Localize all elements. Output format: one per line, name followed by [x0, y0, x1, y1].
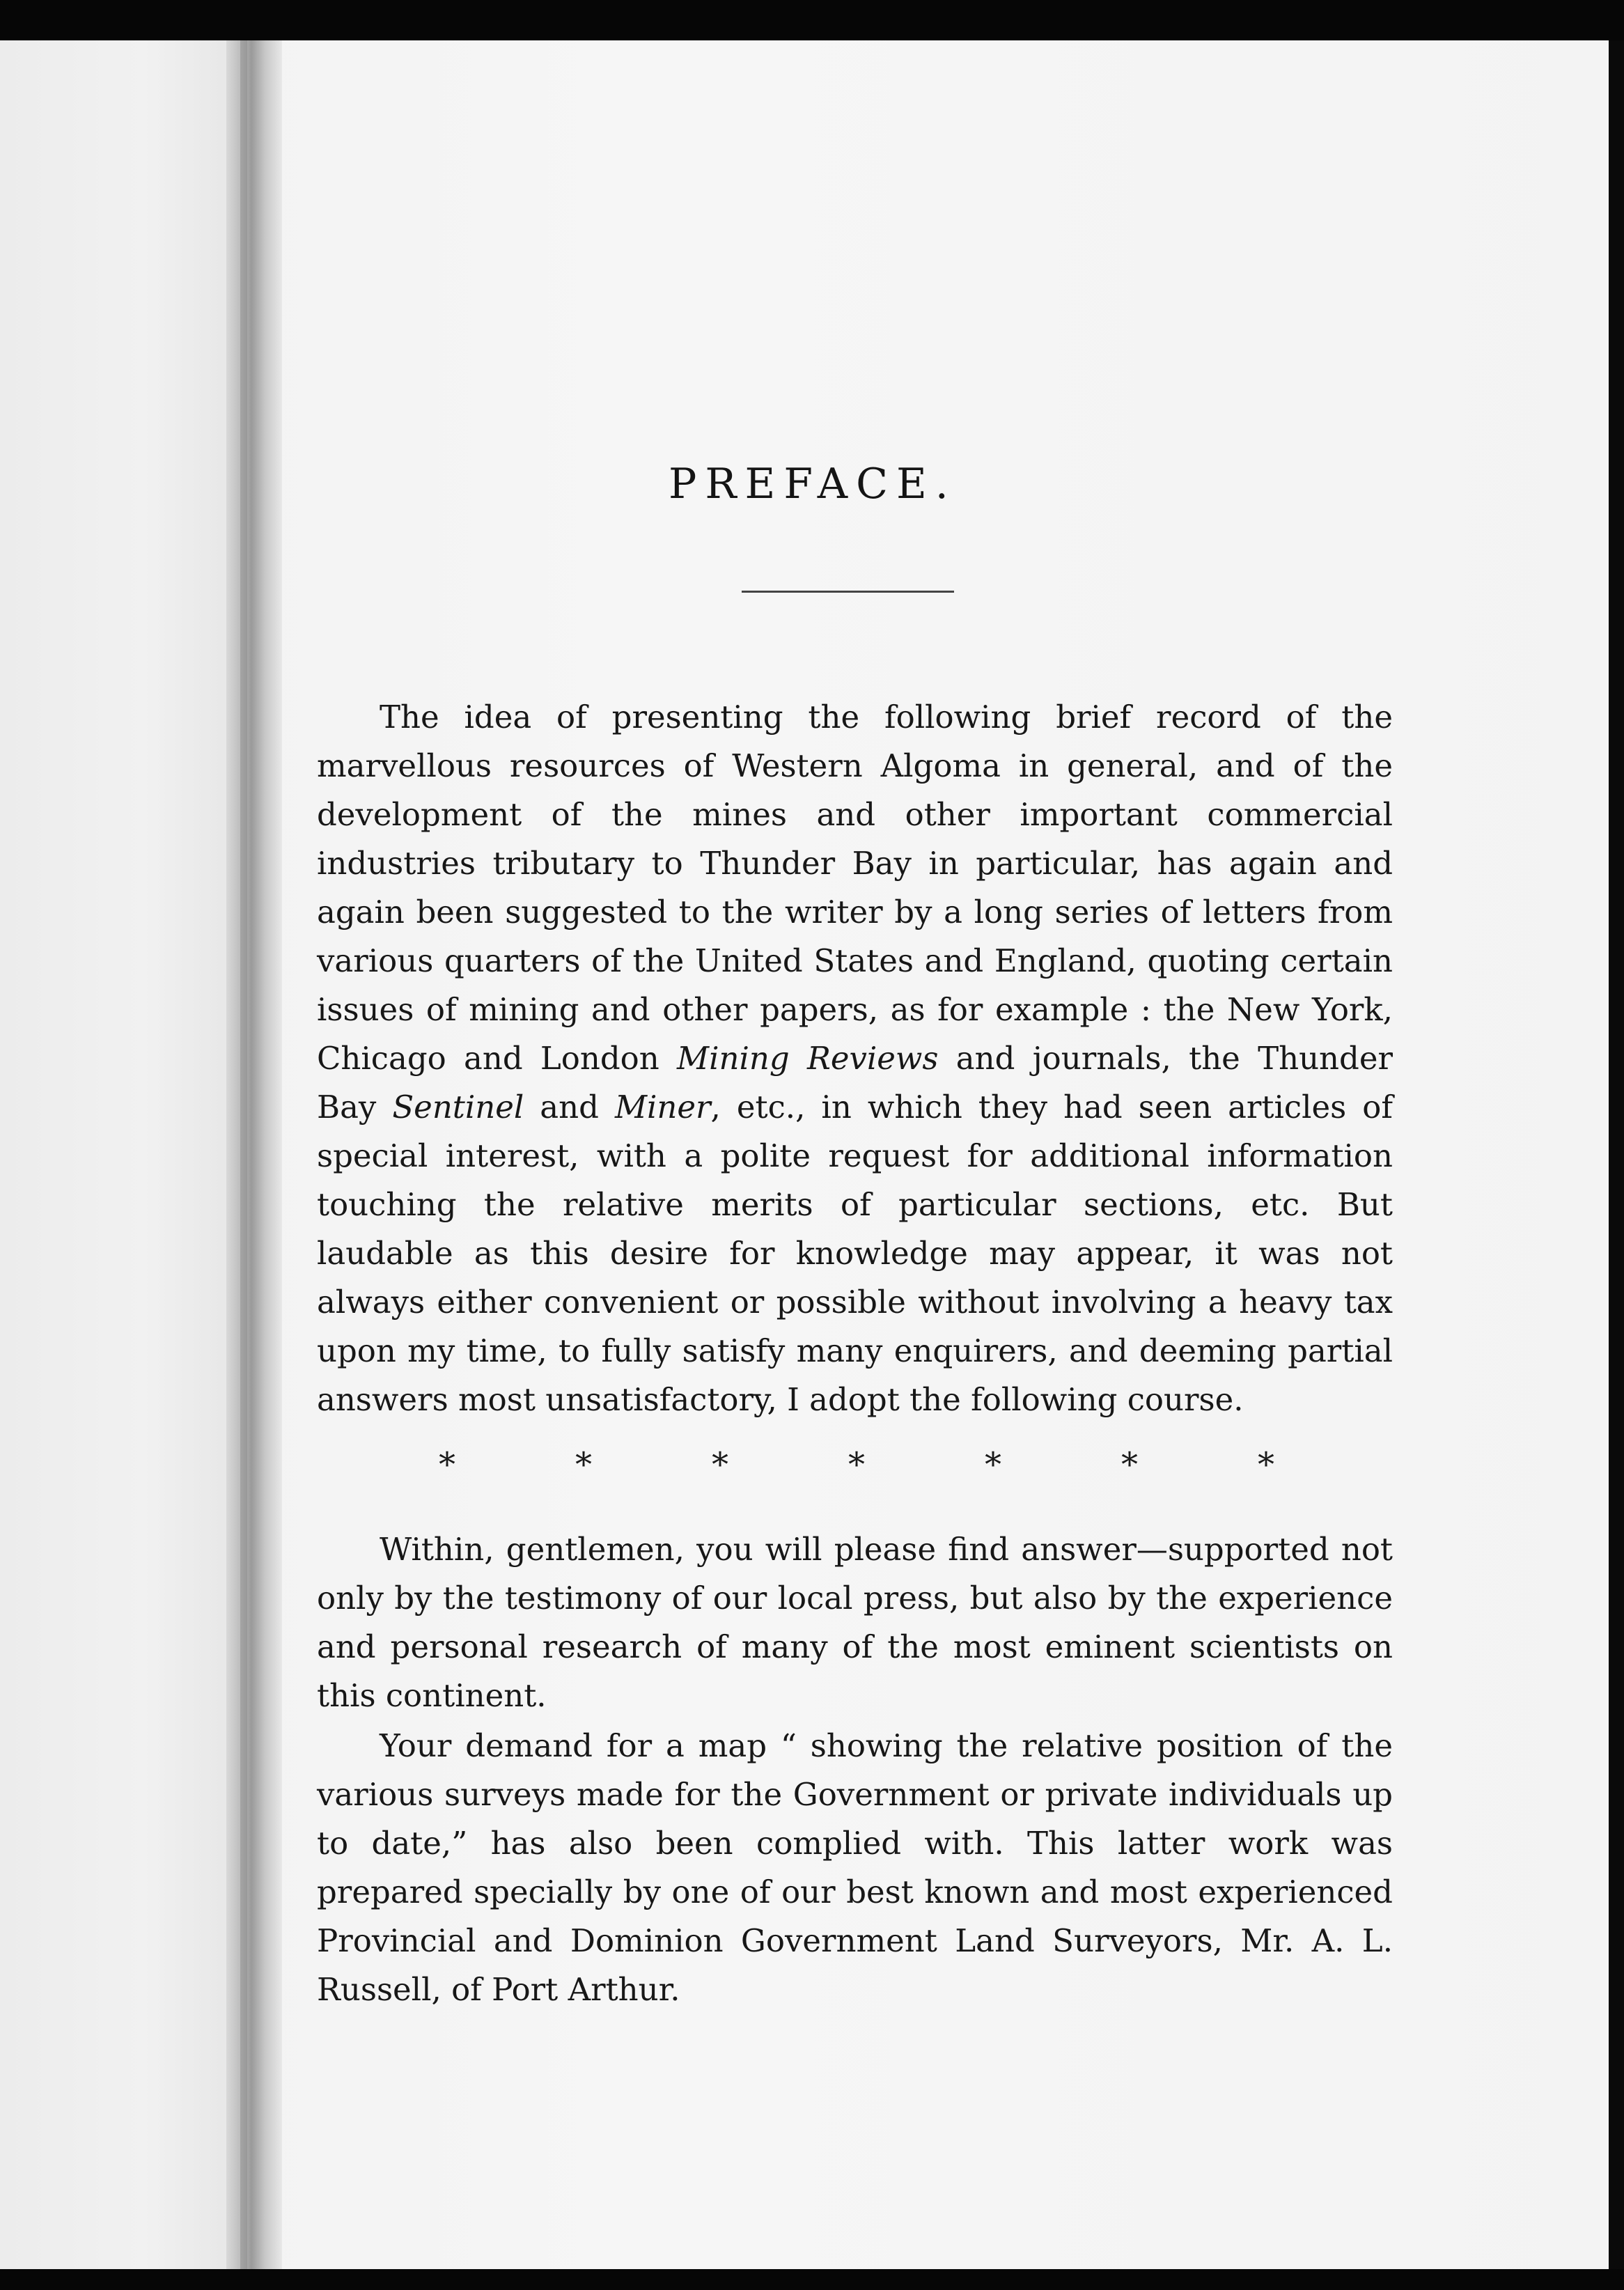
title-rule — [742, 591, 954, 593]
facing-page-edge — [0, 40, 240, 2269]
paragraph-3: Your demand for a map “ showing the relative position of the various surveys made for the Government or private individuals up to date,” has also been complied with. This latter work was prepared specially by one of our best known and most experienced Provincial and Dominion Government Land Surveyors, Mr. A. L. Russell, of Port Arthur. — [317, 1727, 1393, 2008]
asterisk: * — [985, 1445, 1001, 1484]
spine-edge-line — [240, 40, 247, 2269]
paragraph-1-text-a: The idea of presenting the following brief record of the marvellous resources of Western Algoma in general, and of the development of the mines and other important commercial industries tributary to Thunder Bay in particular, has again and again been suggested to the writer by a long series of letters from various quarters of the United States and England, quoting certain issues of mining and other papers, as for example : the New York, Chicago and London — [317, 699, 1393, 1077]
mining-reviews-title: Mining Reviews — [677, 1040, 939, 1077]
book-spine-shadow — [226, 40, 282, 2269]
asterisk: * — [712, 1445, 728, 1484]
asterisk: * — [439, 1445, 455, 1484]
miner-title: Miner — [614, 1089, 711, 1125]
paragraph-1 — [317, 693, 1393, 1424]
page-title: PREFACE. — [669, 460, 957, 508]
asterisk: * — [575, 1445, 592, 1484]
asterisk: * — [848, 1445, 865, 1484]
asterisk: * — [1258, 1445, 1274, 1484]
asterisk: * — [1121, 1445, 1138, 1484]
paragraph-1-text-b: and journals, the Thunder Bay — [317, 1040, 1393, 1125]
scan-right-border — [1609, 40, 1624, 2269]
scan-bottom-border — [0, 2269, 1624, 2290]
paragraph-1-text-c: and — [524, 1089, 615, 1125]
paragraph-1-text-d: , etc., in which they had seen articles of special interest, with a polite request for additional information touching the relative merits of particular sections, etc. But laudable as this desire for knowledge may appear, it was not always either convenient or possible without involving a heavy tax upon my time, to fully satisfy many enquirers, and deeming partial answers most unsatisfactory, I adopt the following course. — [317, 1089, 1393, 1418]
paragraph-2: Within, gentlemen, you will please find answer—supported not only by the testimony of our local press, but also by the experience and personal research of many of the most eminent scientists on this continent. — [317, 1531, 1393, 1714]
asterisk-separator — [439, 1445, 1274, 1484]
sentinel-title: Sentinel — [392, 1089, 524, 1125]
